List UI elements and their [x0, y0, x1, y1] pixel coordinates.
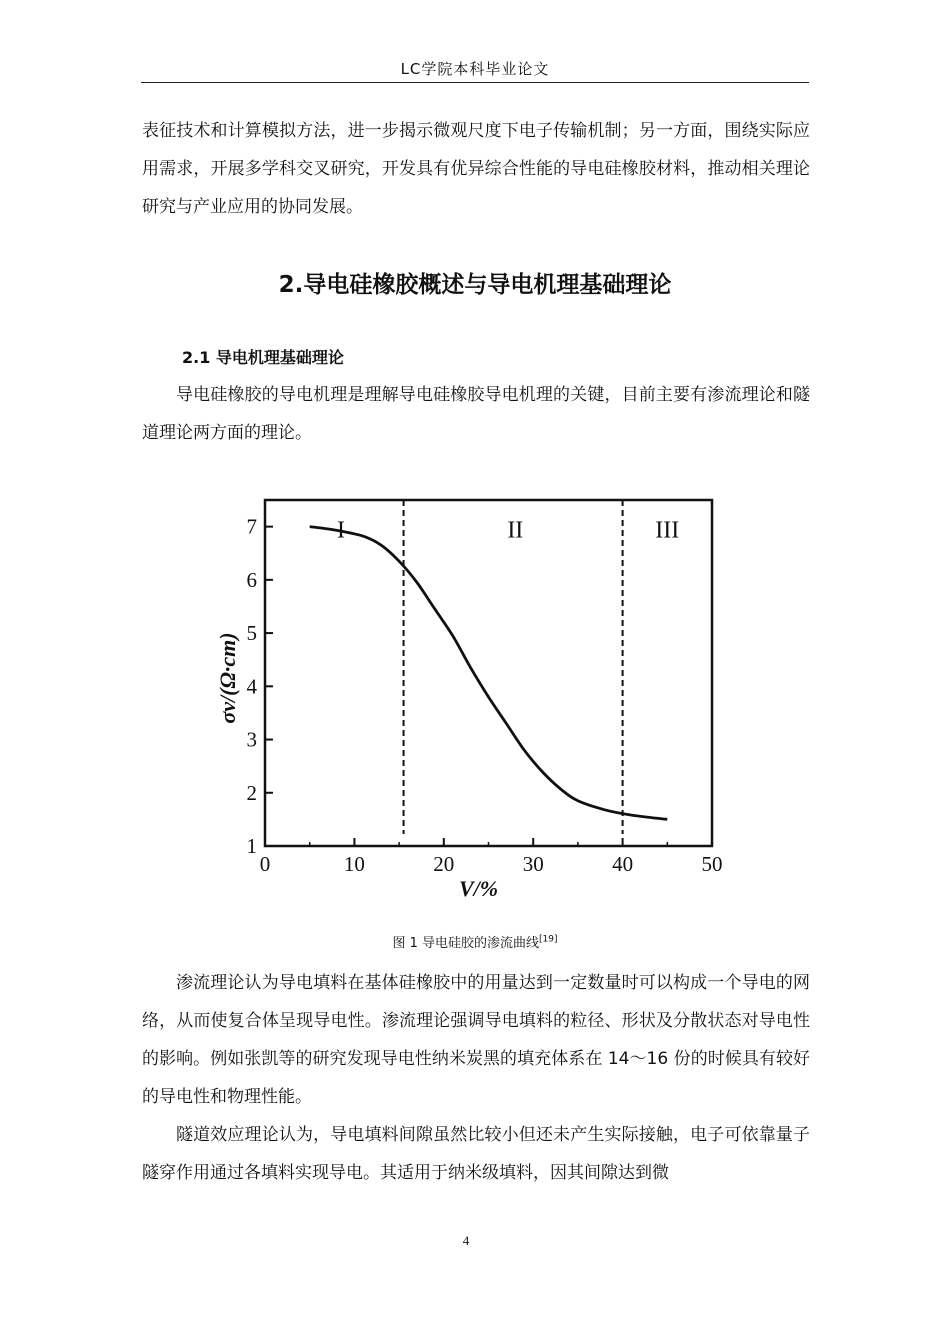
- percolation-curve: [310, 527, 668, 820]
- region-label: III: [655, 517, 680, 544]
- region-label: II: [507, 517, 524, 544]
- header-rule: [141, 82, 809, 83]
- intro-paragraph: 表征技术和计算模拟方法，进一步揭示微观尺度下电子传输机制；另一方面，围绕实际应用需求，开展多学科交叉研究，开发具有优异综合性能的导电硅橡胶材料，推动相关理论研究与产业应用的协同发展。: [142, 121, 810, 217]
- running-header: LC学院本科毕业论文: [400, 60, 550, 78]
- x-tick-label: 10: [343, 852, 365, 876]
- x-tick-label: 40: [612, 852, 634, 876]
- region-label: I: [336, 517, 345, 544]
- plot-frame: [265, 500, 712, 846]
- paragraph-2: 渗流理论认为导电填料在基体硅橡胶中的用量达到一定数量时可以构成一个导电的网络，从而使复合体呈现导电性。渗流理论强调导电填料的粒径、形状及分散状态对导电性的影响。例如张凯等的研究发现导电性纳米炭黑的填充体系在 14～16 份的时候具有较好的导电性和物理性能。: [142, 973, 810, 1107]
- percolation-chart: [205, 488, 735, 908]
- y-tick-label: 4: [246, 674, 257, 699]
- paragraph-3: 隧道效应理论认为，导电填料间隙虽然比较小但还未产生实际接触，电子可依靠量子隧穿作用通过各填料实现导电。其适用于纳米级填料，因其间隙达到微: [142, 1125, 810, 1183]
- section-heading: 2.导电硅橡胶概述与导电机理基础理论: [278, 272, 672, 298]
- page-number: 4: [462, 1233, 470, 1248]
- y-tick-label: 7: [246, 514, 257, 539]
- x-axis-title: V/%: [458, 876, 499, 901]
- caption-citation: [19]: [539, 934, 558, 945]
- y-tick-label: 1: [246, 834, 257, 858]
- y-tick-label: 5: [246, 621, 257, 646]
- y-tick-label: 3: [246, 727, 257, 752]
- figure-caption: [141, 932, 809, 951]
- x-tick-label: 20: [433, 852, 455, 876]
- subsection-heading: 2.1 导电机理基础理论: [182, 348, 344, 367]
- paragraph-1: 导电硅橡胶的导电机理是理解导电硅橡胶导电机理的关键，目前主要有渗流理论和隧道理论两方面的理论。: [142, 385, 810, 443]
- y-tick-label: 2: [246, 780, 257, 805]
- x-tick-label: 50: [701, 852, 723, 876]
- y-axis-title: σv/(Ω·cm): [215, 632, 240, 724]
- y-tick-label: 6: [246, 567, 257, 592]
- x-tick-label: 30: [522, 852, 544, 876]
- x-tick-label: 0: [259, 852, 271, 876]
- caption-text: 图 1 导电硅胶的渗流曲线: [392, 936, 540, 951]
